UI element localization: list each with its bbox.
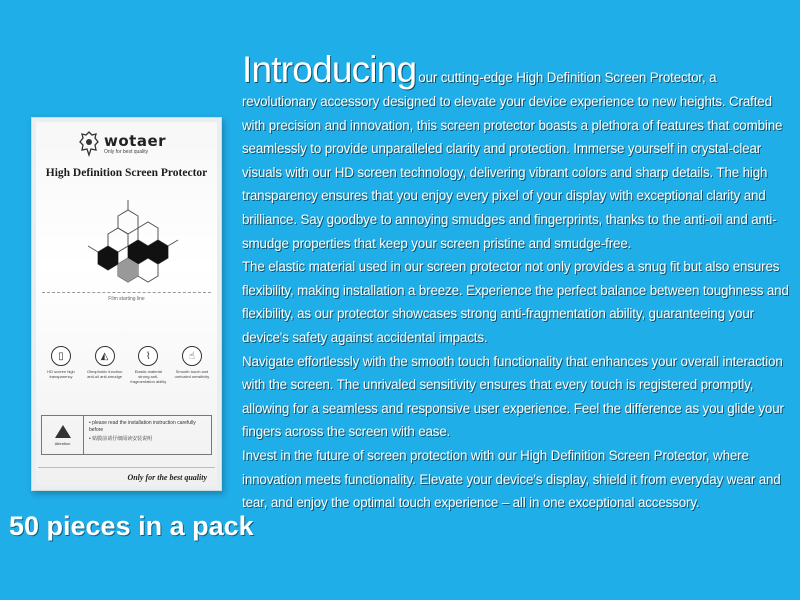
lion-crest-icon [78,131,100,157]
film-starting-divider [42,292,211,293]
feature-label: Smooth touch and unrivaled sensitivity [174,369,210,379]
package-slogan: Only for the best quality [127,473,207,482]
description-paragraph: Navigate effortlessly with the smooth touch functionality that enhances your overall interaction with the screen. The unrivaled sensitivity ensures that every touch is registered promptly, allowing for a seamless and responsive user experience. Feel the difference as you glide your fingers across the screen with ease. [242,353,784,440]
feature-item [129,346,167,384]
shield-icon: ⌇ [138,346,158,366]
feature-label: Elastic material strong anti-fragmentation ability [130,369,167,384]
brand-logo-row [78,131,166,157]
attention-label: Attention [54,440,71,446]
intro-heading: Introducing [242,49,417,90]
brand-tagline: Only for best quality [104,148,149,155]
notice-line: • please read the installation instruction carefully before [89,420,196,433]
hand-touch-icon: ☝ [182,346,202,366]
description-paragraph: Invest in the future of screen protection with our High Definition Screen Protector, where innovation meets functionality. Elevate your device's display, shield it from everyday wear and tear, and enjoy the optimal touch experience – all in one exceptional accessory. [242,447,781,511]
attention-notice-box [41,415,212,455]
feature-label: Oleophobic function anti-oil anti-smudge [86,369,123,379]
package-footer-divider [38,467,215,468]
droplet-icon: ◭ [95,346,115,366]
description-paragraph: The elastic material used in our screen protector not only provides a snug fit but also ensures flexibility, making installation a breeze. Experience the perfect balance between toughness and flexibility, as our protector showcases strong anti-fragmentation ability, guaranteeing your device's safety against accidental impacts. [242,259,789,345]
feature-item [86,346,124,384]
hexagon-molecule-graphic [76,194,186,294]
notice-text [84,416,211,454]
feature-label: HD screen high transparency [47,369,75,379]
product-description [242,50,794,515]
intro-paragraph: our cutting-edge High Definition Screen Protector, a revolutionary accessory designed to elevate your device experience to new heights. Crafted with precision and innovation, this screen protector boasts a plethora of features that combine seamlessly to provide unparalleled clarity and protection. Immerse yourself in crystal-clear visuals with our HD screen technology, delivering vibrant colors and sharp details. The high transparency ensures that you enjoy every pixel of your display with exceptional clarity and brilliance. Say goodbye to annoying smudges and fingerprints, thanks to the anti-oil and anti-smudge properties that keep your screen pristine and smudge-free. [242,70,783,251]
feature-item [173,346,211,384]
film-starting-label: Film starting line [108,296,145,302]
attention-block [42,416,84,454]
warning-triangle-icon [55,425,71,438]
package-title: High Definition Screen Protector [45,167,208,179]
feature-item [42,346,80,384]
notice-line: • 贴膜前请仔细阅读安装说明 [89,436,153,442]
phone-icon: ▯ [51,346,71,366]
feature-icons-row [42,346,211,384]
brand-name: wotaer [104,131,167,150]
product-package-image [31,117,222,491]
pack-quantity-caption: 50 pieces in a pack [9,511,254,541]
